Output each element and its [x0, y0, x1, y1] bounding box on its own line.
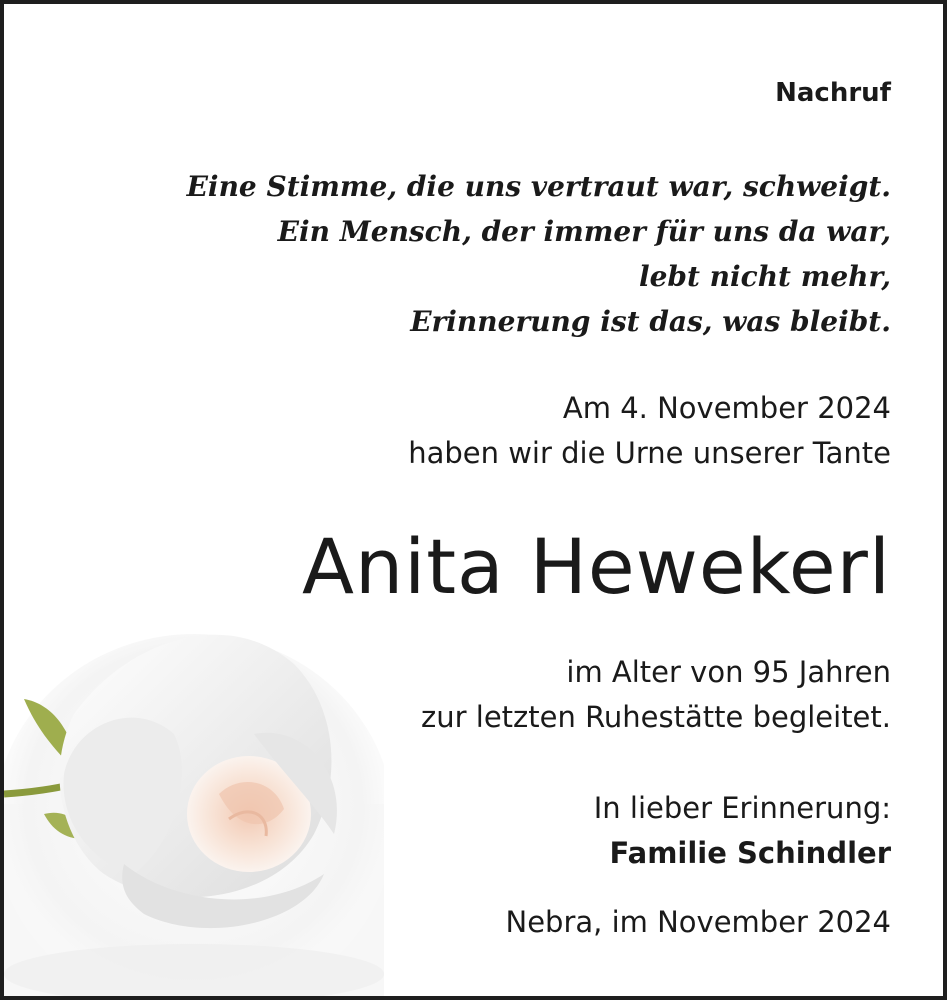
family-signature: Familie Schindler	[609, 836, 891, 870]
verse-line: Ein Mensch, der immer für uns da war,	[277, 215, 891, 248]
age-statement	[421, 650, 891, 740]
closing-regards	[594, 786, 891, 876]
verse-line: lebt nicht mehr,	[638, 260, 891, 293]
place-date: Nebra, im November 2024	[505, 905, 891, 939]
closing-line: In lieber Erinnerung:	[593, 791, 891, 825]
obituary-heading: Nachruf	[775, 78, 891, 108]
age-line: zur letzten Ruhestätte begleitet.	[421, 700, 891, 734]
white-rose-image	[4, 604, 384, 1000]
verse-line: Erinnerung ist das, was bleibt.	[410, 305, 891, 338]
memorial-verse	[187, 164, 891, 344]
intro-line: haben wir die Urne unserer Tante	[408, 436, 891, 470]
deceased-name: Anita Hewekerl	[301, 522, 891, 611]
verse-line: Eine Stimme, die uns vertraut war, schweigt.	[186, 170, 891, 203]
age-line: im Alter von 95 Jahren	[566, 655, 891, 689]
intro-line: Am 4. November 2024	[562, 391, 891, 425]
burial-intro	[408, 386, 891, 476]
